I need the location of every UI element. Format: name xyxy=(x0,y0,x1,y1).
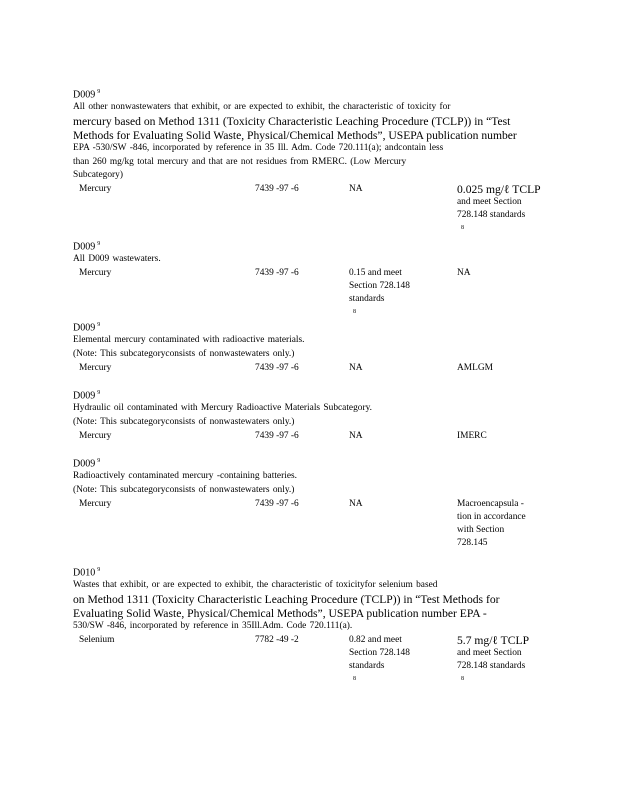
constituent-name: Selenium xyxy=(79,634,115,645)
waste-code: D009 $^9$ xyxy=(73,322,101,334)
nonwastewater-standard: Macroencapsula - tion in accordance with Section 728.145 xyxy=(457,498,526,548)
waste-description: All D009 wastewaters. xyxy=(73,254,161,265)
constituent-name: Mercury xyxy=(79,498,112,509)
constituent-row xyxy=(73,430,543,443)
constituent-row xyxy=(73,267,543,315)
waste-code: D009 $^9$ xyxy=(73,390,101,402)
nonwastewater-standard: NA xyxy=(457,267,471,278)
wastewater-standard: NA xyxy=(349,183,363,194)
cas-number: 7439 -97 -6 xyxy=(255,362,299,373)
wastewater-standard: NA xyxy=(349,430,363,441)
wastewater-standard: 0.82 and meet Section 728.148 standards $^8$ xyxy=(349,634,410,682)
wastewater-standard: NA xyxy=(349,362,363,373)
waste-description: Wastes that exhibit, or are expected to exhibit, the characteristic of toxicityfor selenium based on Method 1311 (Toxicity Characteristic Leaching Procedure (TCLP)) in “Test Methods for Evaluating Solid Waste, Physical/Chemical Methods”, USEPA publication number EPA - 530/SW -846, incorporated by reference in 35Ill.Adm. Code 720.111(a). xyxy=(73,580,500,632)
constituent-name: Mercury xyxy=(79,362,112,373)
cas-number: 7439 -97 -6 xyxy=(255,498,299,509)
wastewater-standard: NA xyxy=(349,498,363,509)
nonwastewater-standard: IMERC xyxy=(457,430,487,441)
waste-entry xyxy=(73,319,543,375)
nonwastewater-standard: 0.025 mg/ℓ TCLP and meet Section 728.148 standards $^8$ xyxy=(457,182,541,231)
waste-entry xyxy=(73,455,543,548)
waste-entry xyxy=(73,238,543,315)
constituent-name: Mercury xyxy=(79,183,112,194)
nonwastewater-standard: 5.7 mg/ℓ TCLP and meet Section 728.148 standards $^8$ xyxy=(457,633,530,682)
cas-number: 7439 -97 -6 xyxy=(255,267,299,278)
wastewater-standard: 0.15 and meet Section 728.148 standards $^8$ xyxy=(349,267,410,315)
constituent-row xyxy=(73,182,543,231)
waste-code: D009 $^9$ xyxy=(73,458,101,470)
waste-description: All other nonwastewaters that exhibit, or are expected to exhibit, the characteristic of toxicity for mercury based on Method 1311 (Toxicity Characteristic Leaching Procedure (TCLP)) in “Test Methods for Evaluating Solid Waste, Physical/Chemical Methods”, USEPA publication number EPA -530/SW -846, incorporated by reference in 35 Ill. Adm. Code 720.111(a); andcontain less than 260 mg/kg total mercury and that are not residues from RMERC. (Low Mercury Subcategory) xyxy=(73,102,517,181)
constituent-name: Mercury xyxy=(79,267,112,278)
waste-code: D010 $^9$ xyxy=(73,567,101,579)
waste-description: Hydraulic oil contaminated with Mercury Radioactive Materials Subcategory. (Note: This subcategoryconsists of nonwastewaters only.) xyxy=(73,403,373,427)
cas-number: 7782 -49 -2 xyxy=(255,634,299,645)
waste-entry xyxy=(73,564,543,682)
constituent-name: Mercury xyxy=(79,430,112,441)
waste-entry xyxy=(73,86,543,231)
constituent-row xyxy=(73,633,543,682)
cas-number: 7439 -97 -6 xyxy=(255,183,299,194)
constituent-row xyxy=(73,498,543,548)
nonwastewater-standard: AMLGM xyxy=(457,362,493,373)
waste-entry xyxy=(73,387,543,443)
waste-description: Elemental mercury contaminated with radioactive materials. (Note: This subcategoryconsists of nonwastewaters only.) xyxy=(73,335,305,359)
waste-description: Radioactively contaminated mercury -containing batteries. (Note: This subcategoryconsists of nonwastewaters only.) xyxy=(73,471,297,495)
waste-code: D009 $^9$ xyxy=(73,241,101,253)
constituent-row xyxy=(73,362,543,375)
cas-number: 7439 -97 -6 xyxy=(255,430,299,441)
waste-code: D009 $^9$ xyxy=(73,89,101,101)
